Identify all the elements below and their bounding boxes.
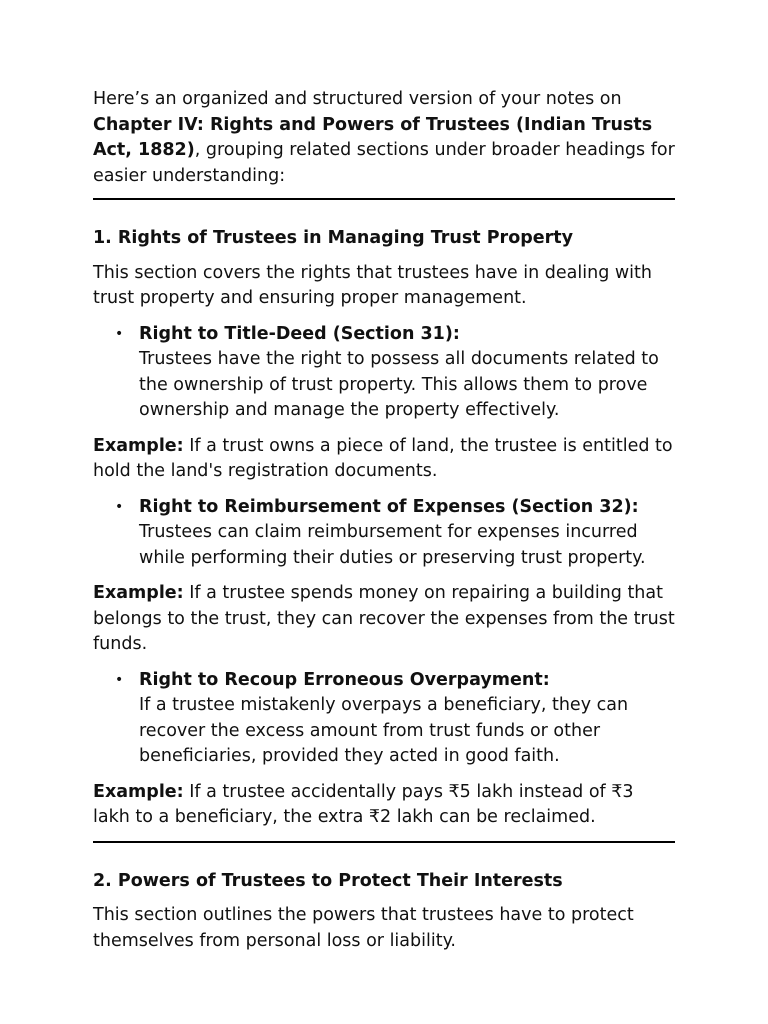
section-1-heading: 1. Rights of Trustees in Managing Trust Property (93, 228, 574, 248)
list-item-title-deed (115, 322, 675, 424)
intro-text-after: , grouping related sections under broader headings for easier understanding: (93, 140, 675, 186)
example-text: If a trust owns a piece of land, the trustee is entitled to hold the land's registration documents. (93, 435, 673, 481)
list-item-reimbursement (115, 495, 675, 572)
section-2-heading: 2. Powers of Trustees to Protect Their Interests (93, 870, 563, 891)
list-item-overpayment (115, 668, 675, 770)
list-item-text: If a trustee mistakenly overpays a beneficiary, they can recover the excess amount from trust funds or other beneficiaries, provided they acted in good faith. (139, 695, 629, 766)
list-item-text: Trustees can claim reimbursement for expenses incurred while performing their duties or preserving trust property. (139, 522, 646, 568)
section-1-item-list-3 (93, 668, 675, 770)
example-label: Example: (93, 435, 184, 456)
example-paragraph (93, 581, 675, 658)
section-divider (93, 198, 675, 200)
list-item-title: Right to Reimbursement of Expenses (Section 32): (139, 496, 639, 517)
section-divider (93, 841, 675, 843)
intro-paragraph (93, 87, 678, 189)
example-label: Example: (93, 583, 184, 603)
list-item-title: Right to Title-Deed (Section 31): (139, 323, 460, 344)
intro-text-before: Here’s an organized and structured version of your notes on (93, 89, 622, 109)
bullet-icon: • (115, 325, 124, 342)
example-paragraph (93, 780, 675, 831)
example-text: If a trustee accidentally pays ₹5 lakh instead of ₹3 lakh to a beneficiary, the extra ₹2 lakh can be reclaimed. (93, 781, 634, 827)
section-1-item-list-2 (93, 495, 675, 572)
example-paragraph (93, 434, 675, 485)
bullet-icon: • (115, 671, 124, 688)
bullet-icon: • (115, 498, 124, 515)
section-2-description: This section outlines the powers that trustees have to protect themselves from personal loss or liability. (93, 905, 634, 951)
intro-chapter-title: Chapter IV: Rights and Powers of Trustees (Indian Trusts Act, 1882) (93, 114, 653, 160)
list-item-text: Trustees have the right to possess all documents related to the ownership of trust property. This allows them to prove ownership and manage the property effectively. (139, 349, 659, 420)
section-1-description: This section covers the rights that trustees have in dealing with trust property and ensuring proper management. (93, 262, 652, 308)
example-label: Example: (93, 781, 184, 802)
section-1-item-list-1 (93, 322, 675, 424)
list-item-title: Right to Recoup Erroneous Overpayment: (139, 669, 550, 690)
example-text: If a trustee spends money on repairing a building that belongs to the trust, they can recover the expenses from the trust funds. (93, 583, 675, 654)
